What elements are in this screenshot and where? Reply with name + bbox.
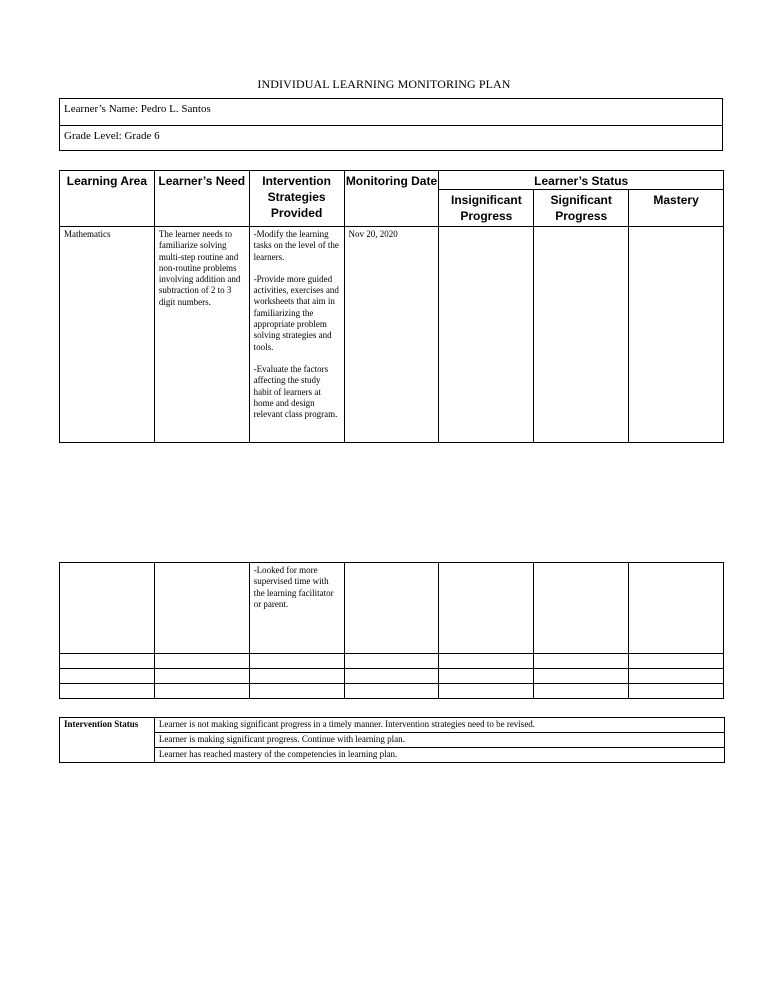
table-cell xyxy=(534,669,629,684)
document-title: INDIVIDUAL LEARNING MONITORING PLAN xyxy=(257,77,511,91)
cell-intervention-strategies-continued: -Looked for more supervised time with the learning facilitator or parent. xyxy=(249,563,344,654)
intervention-status-label: Intervention Status xyxy=(60,718,155,763)
table-cell xyxy=(344,684,439,699)
monitoring-plan-table xyxy=(59,170,724,443)
table-cell xyxy=(439,684,534,699)
learner-name: Learner’s Name: Pedro L. Santos xyxy=(60,99,723,126)
table-cell xyxy=(534,563,629,654)
table-cell xyxy=(60,669,155,684)
table-cell xyxy=(344,563,439,654)
table-row xyxy=(60,684,724,699)
legend-item: Learner is making significant progress. Continue with learning plan. xyxy=(154,733,724,748)
cell-learners-need: The learner needs to familiarize solving multi-step routine and non-routine problems involving addition and subtraction of 2 to 3 digit numbers. xyxy=(154,227,249,443)
table-cell xyxy=(629,684,724,699)
header-insignificant-progress: Insignificant Progress xyxy=(439,190,534,227)
legend-item: Learner is not making significant progress in a timely manner. Intervention strategies need to be revised. xyxy=(154,718,724,733)
table-cell xyxy=(154,654,249,669)
table-cell xyxy=(249,684,344,699)
table-cell xyxy=(439,669,534,684)
table-cell xyxy=(344,669,439,684)
strategy-item: -Modify the learning tasks on the level of the learners. xyxy=(253,229,339,262)
table-cell xyxy=(534,654,629,669)
table-cell xyxy=(249,654,344,669)
header-intervention-strategies: Intervention Strategies Provided xyxy=(249,171,344,227)
header-mastery: Mastery xyxy=(629,190,724,227)
table-cell xyxy=(249,669,344,684)
cell-mastery xyxy=(629,227,724,443)
cell-intervention-strategies xyxy=(249,227,344,443)
header-significant-progress: Significant Progress xyxy=(534,190,629,227)
table-cell xyxy=(60,654,155,669)
strategy-item: -Evaluate the factors affecting the study habit of learners at home and design relevant class program. xyxy=(253,363,338,420)
table-cell xyxy=(439,563,534,654)
cell-insignificant-progress xyxy=(439,227,534,443)
table-cell xyxy=(344,654,439,669)
table-row xyxy=(60,669,724,684)
cell-learning-area: Mathematics xyxy=(60,227,155,443)
learner-info-table xyxy=(59,98,723,151)
table-cell xyxy=(629,563,724,654)
header-learners-status: Learner’s Status xyxy=(439,171,724,190)
table-cell xyxy=(439,654,534,669)
continued-plan-table xyxy=(59,562,724,699)
table-cell xyxy=(629,669,724,684)
header-learners-need: Learner’s Need xyxy=(154,171,249,227)
table-cell xyxy=(154,684,249,699)
legend-item: Learner has reached mastery of the competencies in learning plan. xyxy=(154,748,724,763)
cell-monitoring-date: Nov 20, 2020 xyxy=(344,227,439,443)
grade-level: Grade Level: Grade 6 xyxy=(60,126,723,151)
table-cell xyxy=(534,684,629,699)
intervention-status-legend xyxy=(59,717,725,763)
table-row xyxy=(60,654,724,669)
table-cell xyxy=(154,669,249,684)
table-cell xyxy=(60,684,155,699)
table-cell xyxy=(154,563,249,654)
header-monitoring-date: Monitoring Date xyxy=(344,171,439,227)
strategy-item: -Provide more guided activities, exercises and worksheets that aim in familiarizing the appropriate problem solving strategies and tools. xyxy=(253,273,339,352)
cell-significant-progress xyxy=(534,227,629,443)
header-learning-area: Learning Area xyxy=(60,171,155,227)
table-cell xyxy=(629,654,724,669)
table-cell xyxy=(60,563,155,654)
